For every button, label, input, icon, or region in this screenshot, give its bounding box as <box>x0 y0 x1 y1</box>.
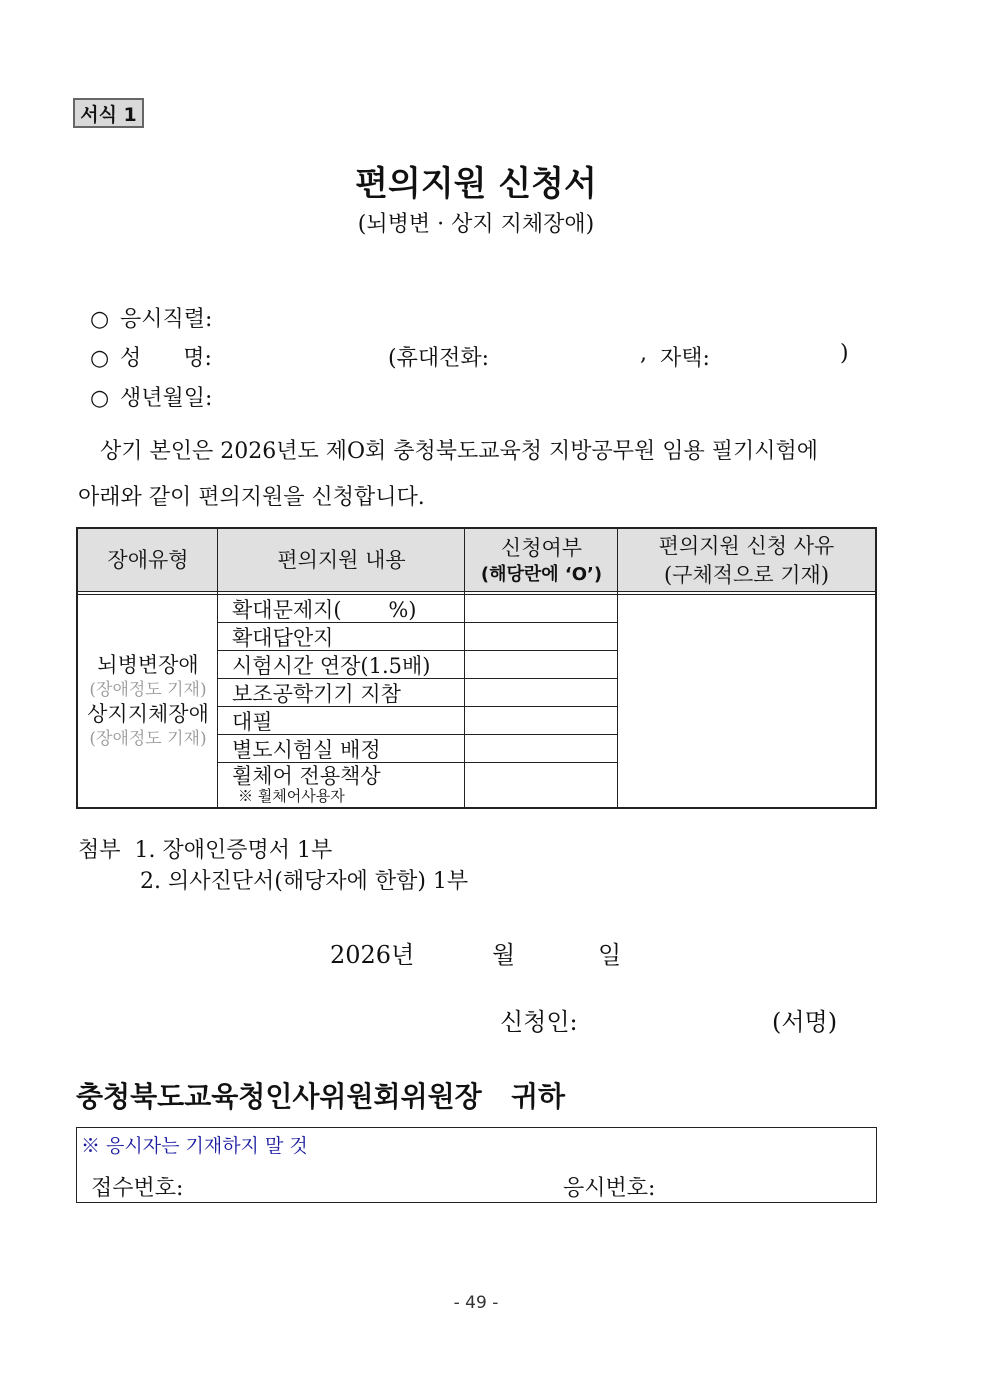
intro-text-line1: 상기 본인은 2026년도 제O회 충청북도교육청 지방공무원 임용 필기시험에 <box>100 439 819 464</box>
home-phone-label: 자택: <box>660 346 710 371</box>
apply-cell[interactable] <box>465 679 618 706</box>
header-reason: 편의지원 신청 사유 (구체적으로 기재) <box>618 529 875 592</box>
field-birth <box>90 381 212 412</box>
severity-note-2: (장애정도 기재) <box>89 729 207 750</box>
form-number-badge: 서식 1 <box>73 98 144 128</box>
attachment-2: 2. 의사진단서(해당자에 한함) 1부 <box>140 869 469 894</box>
position-label: 응시직렬: <box>120 307 213 332</box>
close-paren: ) <box>840 341 849 366</box>
option-row: 확대문제지( %) <box>232 597 417 622</box>
option-row: 확대답안지 <box>232 625 334 650</box>
bullet-icon: ○ <box>90 386 110 411</box>
support-table <box>76 527 877 809</box>
document-subtitle: (뇌병변 · 상지 지체장애) <box>357 212 595 237</box>
apply-cell[interactable] <box>465 763 618 807</box>
option-row: 대필 <box>232 709 273 734</box>
intro-text-line2: 아래와 같이 편의지원을 신청합니다. <box>78 485 425 510</box>
field-position <box>90 302 212 333</box>
date-year: 2026년 <box>330 941 415 969</box>
exam-number-label: 응시번호: <box>563 1176 656 1201</box>
header-content: 편의지원 내용 <box>218 529 465 592</box>
name-label: 성 명: <box>120 346 212 371</box>
bullet-icon: ○ <box>90 307 110 332</box>
header-type: 장애유형 <box>78 529 218 592</box>
option-row: 휠체어 전용책상 ※ 휠체어사용자 <box>232 764 381 806</box>
option-row: 보조공학기기 지참 <box>232 681 401 706</box>
addressee: 충청북도교육청인사위원회위원장 귀하 <box>76 1080 566 1113</box>
option-row: 시험시간 연장(1.5배) <box>232 653 431 678</box>
type-cerebral: 뇌병변장애 <box>97 652 199 677</box>
receipt-number-label: 접수번호: <box>91 1176 184 1201</box>
apply-cell[interactable] <box>465 707 618 734</box>
office-use-box <box>76 1127 877 1203</box>
severity-note-1: (장애정도 기재) <box>89 679 207 700</box>
option-row: 별도시험실 배정 <box>232 737 381 762</box>
wheelchair-note: ※ 휠체어사용자 <box>238 787 345 806</box>
field-name <box>90 341 212 372</box>
home-separator: , <box>640 341 647 366</box>
signature-label: (서명) <box>772 1008 838 1036</box>
reason-cell[interactable] <box>618 595 875 807</box>
applicant-label: 신청인: <box>500 1008 578 1036</box>
type-upper-limb: 상지지체장애 <box>87 702 209 726</box>
phone-label: (휴대전화: <box>388 346 490 371</box>
office-note: ※ 응시자는 기재하지 말 것 <box>81 1135 308 1157</box>
apply-cell[interactable] <box>465 735 618 762</box>
header-apply: 신청여부 (해당란에 ‘O’) <box>465 529 618 592</box>
apply-cell[interactable] <box>465 595 618 622</box>
page-number: - 49 - <box>453 1293 499 1313</box>
disability-type-cell <box>78 595 218 807</box>
apply-cell[interactable] <box>465 623 618 650</box>
attachment-1: 첨부 1. 장애인증명서 1부 <box>78 838 333 863</box>
bullet-icon: ○ <box>90 346 110 371</box>
apply-cell[interactable] <box>465 651 618 678</box>
birth-label: 생년월일: <box>120 386 213 411</box>
document-title: 편의지원 신청서 <box>355 164 597 204</box>
date-day: 일 <box>598 941 622 969</box>
date-month: 월 <box>492 941 516 969</box>
